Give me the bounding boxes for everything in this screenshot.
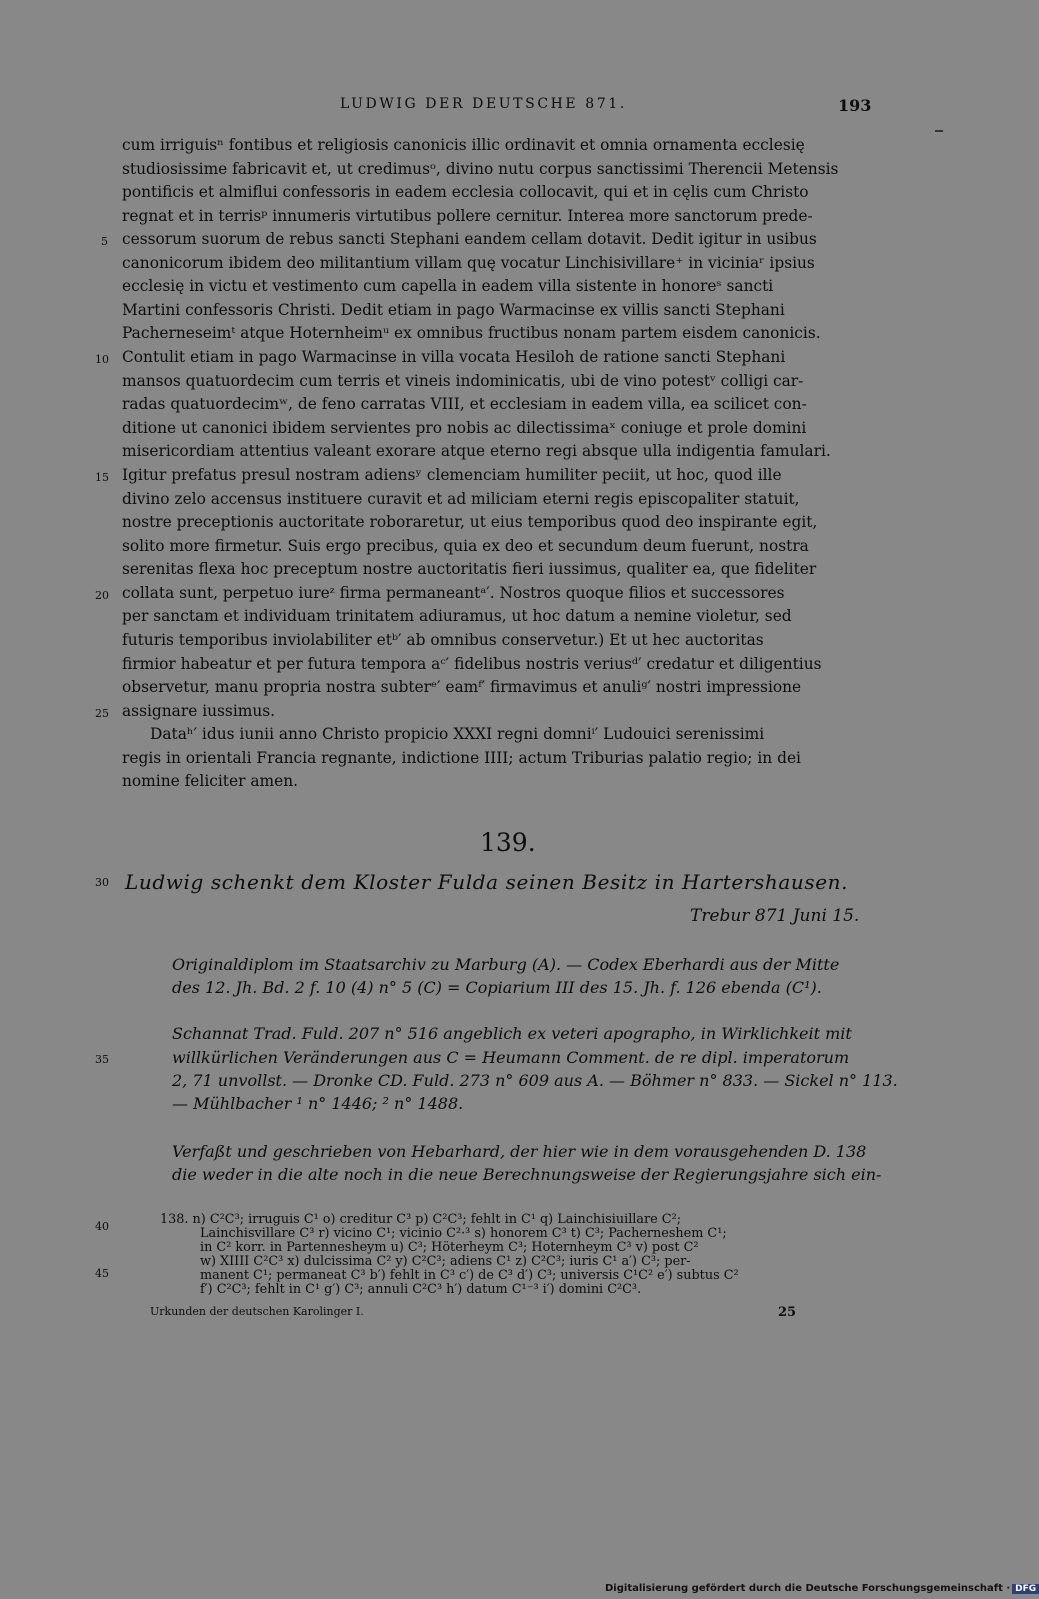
text-line: ditione ut canonici ibidem servientes pro nobis ac dilectissimaˣ coniuge et prole domini — [122, 419, 807, 437]
apparatus-line: des 12. Jh. Bd. 2 f. 10 (4) n° 5 (C) = Copiarium III des 15. Jh. f. 126 ebenda (C¹). — [172, 978, 822, 997]
apparatus-line: willkürlichen Veränderungen aus C = Heumann Comment. de re dipl. imperatorum — [172, 1048, 850, 1067]
text-line: solito more firmetur. Suis ergo precibus, quia ex deo et secundum deum fuerunt, nostra — [122, 537, 809, 555]
text-line: misericordiam attentius valeant exorare atque eterno regi absque ulla indigentia famulari. — [122, 442, 831, 460]
text-line: Contulit etiam in pago Warmacinse in villa vocata Hesiloh de ratione sancti Stephani — [122, 348, 786, 366]
footnote-line: 138. n) C²C³; irruguis C¹ o) creditur C³ p) C²C³; fehlt in C¹ q) Lainchisiuillare C²; — [160, 1212, 682, 1227]
text-line: Pacherneseimᵗ atque Hoternheimᵘ ex omnibus fructibus nonam partem eisdem canonicis. — [122, 324, 821, 342]
apparatus-line: — Mühlbacher ¹ n° 1446; ² n° 1488. — [172, 1094, 464, 1113]
place-date: Trebur 871 Juni 15. — [690, 906, 860, 926]
text-line: cum irriguisⁿ fontibus et religiosis canonicis illic ordinavit et omnia ornamenta ecclesię — [122, 136, 805, 154]
text-line: nomine feliciter amen. — [122, 772, 299, 790]
page-number: 193 — [838, 96, 872, 115]
line-number: 25 — [95, 707, 109, 720]
printer-signature: 25 — [778, 1305, 797, 1320]
dfg-logo: DFG — [1012, 1584, 1039, 1594]
line-number: 15 — [95, 471, 109, 484]
text-line: Dataʰ′ idus iunii anno Christo propicio XXXI regni domniⁱ′ Ludouici serenissimi — [150, 725, 765, 743]
text-line: cessorum suorum de rebus sancti Stephani eandem cellam dotavit. Dedit igitur in usibus — [122, 230, 817, 248]
text-line: pontificis et almiflui confessoris in eadem ecclesia collocavit, qui et in cęlis cum Christo — [122, 183, 809, 201]
line-number: 30 — [95, 876, 109, 889]
text-line: firmior habeatur et per futura tempora aᶜ′ fidelibus nostris veriusᵈ′ credatur et diligentius — [122, 655, 822, 673]
footnote-line: manent C¹; permaneat C³ b′) fehlt in C³ c′) de C³ d′) C³; universis C¹C² e′) subtus C² — [200, 1268, 739, 1283]
line-number: 20 — [95, 589, 109, 602]
line-number: 40 — [95, 1220, 109, 1233]
text-line: regnat et in terrisᵖ innumeris virtutibus pollere cernitur. Interea more sanctorum prede- — [122, 207, 813, 225]
text-line: regis in orientali Francia regnante, indictione IIII; actum Triburias palatio regio; in dei — [122, 749, 801, 767]
text-line: studiosissime fabricavit et, ut credimusᵒ, divino nutu corpus sanctissimi Therencii Metensis — [122, 160, 839, 178]
running-head: LUDWIG DER DEUTSCHE 871. — [340, 96, 627, 112]
text-line: per sanctam et individuam trinitatem adiuramus, ut hoc datum a nemine violetur, sed — [122, 607, 792, 625]
text-line: serenitas flexa hoc preceptum nostre auctoritatis fieri iussimus, qualiter ea, que fideliter — [122, 560, 817, 578]
text-line: futuris temporibus inviolabiliter etᵇ′ ab omnibus conservetur.) Et ut hec auctoritas — [122, 631, 764, 649]
apparatus-line: die weder in die alte noch in die neue Berechnungsweise der Regierungsjahre sich ein- — [172, 1165, 882, 1184]
apparatus-line: Schannat Trad. Fuld. 207 n° 516 angeblich ex veteri apographo, in Wirklichkeit mit — [172, 1024, 852, 1043]
text-line: ecclesię in victu et vestimento cum capella in eadem villa sistente in honoreˢ sancti — [122, 277, 774, 295]
footnote-line: in C² korr. in Partennesheym u) C³; Höterheym C³; Hoternheym C³ v) post C² — [200, 1240, 699, 1255]
apparatus-line: Originaldiplom im Staatsarchiv zu Marburg (A). — Codex Eberhardi aus der Mitte — [172, 955, 840, 974]
dfg-credit — [605, 1583, 1039, 1594]
footnote-line: Lainchisvillare C³ r) vicino C¹; vicinio C²·³ s) honorem C³ t) C³; Pacherneshem C¹; — [200, 1226, 727, 1241]
text-line: mansos quatuordecim cum terris et vineis indominicatis, ubi de vino potestᵛ colligi car- — [122, 372, 804, 390]
charter-number: 139. — [480, 828, 536, 857]
apparatus-line: 2, 71 unvollst. — Dronke CD. Fuld. 273 n° 609 aus A. — Böhmer n° 833. — Sickel n° 113. — [172, 1071, 898, 1090]
line-number: 5 — [101, 235, 108, 248]
text-line: Martini confessoris Christi. Dedit etiam in pago Warmacinse ex villis sancti Stephani — [122, 301, 785, 319]
margin-mark — [935, 130, 943, 132]
dfg-credit-text: Digitalisierung gefördert durch die Deutsche Forschungsgemeinschaft · — [605, 1583, 1011, 1594]
line-number: 35 — [95, 1053, 109, 1066]
line-number: 45 — [95, 1267, 109, 1280]
apparatus-line: Verfaßt und geschrieben von Hebarhard, der hier wie in dem vorausgehenden D. 138 — [172, 1142, 867, 1161]
text-line: Igitur prefatus presul nostram adiensʸ clemenciam humiliter peciit, ut hoc, quod ille — [122, 466, 782, 484]
text-line: assignare iussimus. — [122, 702, 276, 720]
text-line: canonicorum ibidem deo militantium villam quę vocatur Linchisivillare⁺ in viciniaʳ ipsius — [122, 254, 815, 272]
text-line: observetur, manu propria nostra subterᵉ′ eamᶠ′ firmavimus et anuliᵍ′ nostri impressione — [122, 678, 802, 696]
line-number: 10 — [95, 353, 109, 366]
series-title: Urkunden der deutschen Karolinger I. — [150, 1305, 364, 1318]
text-line: divino zelo accensus instituere curavit et ad miliciam eterni regis episcopaliter statuit, — [122, 490, 800, 508]
text-line: nostre preceptionis auctoritate roboraretur, ut eius temporibus quod deo inspirante egit, — [122, 513, 818, 531]
charter-rubric: Ludwig schenkt dem Kloster Fulda seinen Besitz in Hartershausen. — [125, 870, 849, 894]
text-line: radas quatuordecimʷ, de feno carratas VIII, et ecclesiam in eadem villa, ea scilicet con- — [122, 395, 807, 413]
footnote-line: w) XIIII C²C³ x) dulcissima C² y) C²C³; adiens C¹ z) C²C³; iuris C¹ a′) C³; per- — [200, 1254, 691, 1269]
text-line: collata sunt, perpetuo iureᶻ firma permaneantᵃ′. Nostros quoque filios et successores — [122, 584, 785, 602]
footnote-line: f′) C²C³; fehlt in C¹ g′) C³; annuli C²C³ h′) datum C¹⁻³ i′) domini C²C³. — [200, 1282, 642, 1297]
